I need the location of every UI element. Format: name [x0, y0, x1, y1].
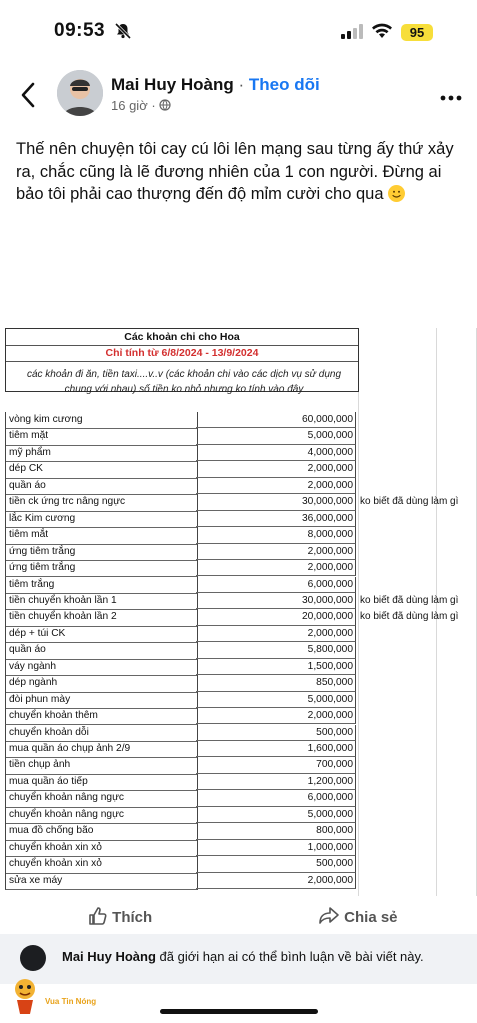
- post-actions: [0, 898, 477, 932]
- expense-name: mua quần áo tiếp: [5, 774, 198, 791]
- expense-amount: 800,000: [196, 823, 356, 839]
- expense-amount: 2,000,000: [196, 478, 356, 494]
- share-icon: [318, 909, 340, 926]
- comment-restriction: [0, 934, 477, 984]
- table-row: [5, 412, 357, 428]
- sheet-title: Các khoản chi cho Hoa: [124, 331, 240, 343]
- sheet-subtitle: Chỉ tính từ 6/8/2024 - 13/9/2024: [105, 347, 259, 359]
- globe-icon: [159, 98, 171, 113]
- expense-amount: 20,000,000: [196, 609, 356, 625]
- expense-name: chuyển khoản nâng ngực: [5, 807, 198, 824]
- post-meta: 16 giờ ·: [111, 98, 171, 113]
- expense-name: dép ngành: [5, 675, 198, 692]
- expense-amount: 1,200,000: [196, 774, 356, 790]
- expense-amount: 5,000,000: [196, 692, 356, 708]
- expense-name: tiêm mặt: [5, 428, 198, 445]
- table-row: [5, 511, 357, 527]
- expense-amount: 2,000,000: [196, 626, 356, 642]
- restriction-name: Mai Huy Hoàng: [62, 949, 156, 964]
- table-row: [5, 807, 357, 823]
- table-row: [5, 577, 357, 593]
- expense-amount: 5,800,000: [196, 642, 356, 658]
- expense-name: tiêm mắt: [5, 527, 198, 544]
- table-row: [5, 593, 459, 609]
- table-row: [5, 527, 357, 543]
- table-row: [5, 856, 357, 872]
- status-time: 09:53: [54, 20, 106, 41]
- expense-name: mỹ phẩm: [5, 445, 198, 462]
- sheet-note: các khoản đi ăn, tiền taxi....v..v (các khoản chi vào các dịch vụ sử dụng chung với nhau) số tiền ko nhỏ nhưng ko tính vào đây: [26, 369, 342, 395]
- table-row: [5, 757, 357, 773]
- expense-amount: 8,000,000: [196, 527, 356, 543]
- expense-amount: 850,000: [196, 675, 356, 691]
- smile-emoji-icon: [388, 185, 405, 202]
- expense-name: chuyển khoản xin xỏ: [5, 840, 198, 857]
- home-indicator: [160, 1009, 318, 1014]
- table-row: [5, 725, 357, 741]
- follow-button[interactable]: Theo dõi: [248, 75, 320, 94]
- table-row: [5, 692, 357, 708]
- expense-name: tiền chuyển khoản lần 1: [5, 593, 198, 610]
- expense-name: sửa xe máy: [5, 873, 198, 890]
- post-time[interactable]: 16 giờ: [111, 98, 148, 113]
- watermark-label: Vua Tin Nóng: [45, 997, 97, 1006]
- expense-name: tiền chuyển khoản lần 2: [5, 609, 198, 626]
- expense-name: lắc Kim cương: [5, 511, 198, 528]
- table-row: [5, 708, 357, 724]
- expense-amount: 5,000,000: [196, 428, 356, 444]
- expense-name: mua đồ chống bão: [5, 823, 198, 840]
- expense-note: ko biết đã dùng làm gì: [360, 611, 459, 623]
- expense-name: quần áo: [5, 478, 198, 495]
- expense-amount: 36,000,000: [196, 511, 356, 527]
- expense-name: ứng tiêm trắng: [5, 544, 198, 561]
- back-icon[interactable]: [20, 82, 36, 113]
- table-row: [5, 659, 357, 675]
- post-body: Thế nên chuyện tôi cay cú lôi lên mạng sau từng ấy thứ xảy ra, chắc cũng là lẽ đương nhiên của 1 con người. Đừng ai bảo tôi phải cao thượng đến độ mỉm cười cho qua: [16, 140, 454, 203]
- share-label: Chia sẻ: [344, 909, 398, 926]
- expense-name: chuyển khoản thêm: [5, 708, 198, 725]
- expense-name: dép + túi CK: [5, 626, 198, 643]
- wifi-icon: [371, 22, 393, 44]
- expense-amount: 2,000,000: [196, 560, 356, 576]
- expense-name: tiêm trắng: [5, 577, 198, 594]
- table-row: [5, 478, 357, 494]
- expense-note: ko biết đã dùng làm gì: [360, 496, 459, 508]
- expense-name: đòi phun mày: [5, 692, 198, 709]
- expense-amount: 60,000,000: [196, 412, 356, 428]
- spreadsheet-image: [5, 328, 477, 896]
- expense-name: chuyển khoản xin xỏ: [5, 856, 198, 873]
- table-row: [5, 741, 357, 757]
- avatar[interactable]: [57, 70, 103, 116]
- expense-name: váy ngành: [5, 659, 198, 676]
- avatar: [20, 945, 46, 971]
- table-row: [5, 494, 459, 510]
- more-icon[interactable]: [440, 88, 462, 106]
- expense-name: chuyển khoản dỗi: [5, 725, 198, 742]
- expense-amount: 30,000,000: [196, 494, 356, 510]
- author-name[interactable]: Mai Huy Hoàng: [111, 75, 234, 94]
- table-row: [5, 461, 357, 477]
- expense-name: tiền chụp ảnh: [5, 757, 198, 774]
- sheet-header: [5, 328, 359, 395]
- like-label: Thích: [112, 909, 153, 926]
- table-row: [5, 675, 357, 691]
- watermark-mascot-icon: [8, 976, 42, 1021]
- expense-name: ứng tiêm trắng: [5, 560, 198, 577]
- status-bar: [0, 0, 477, 64]
- expense-amount: 500,000: [196, 725, 356, 741]
- table-row: [5, 544, 357, 560]
- restriction-message: đã giới hạn ai có thể bình luận về bài viết này.: [159, 949, 424, 964]
- table-row: [5, 642, 357, 658]
- expense-amount: 700,000: [196, 757, 356, 773]
- author-line: Mai Huy Hoàng · Theo dõi: [111, 75, 320, 94]
- signal-icon: [341, 24, 365, 44]
- table-row: [5, 823, 357, 839]
- expense-name: quần áo: [5, 642, 198, 659]
- expense-name: chuyển khoản nâng ngực: [5, 790, 198, 807]
- expense-name: dép CK: [5, 461, 198, 478]
- table-row: [5, 626, 357, 642]
- share-button[interactable]: [318, 906, 398, 926]
- restriction-text: [62, 949, 424, 964]
- expense-amount: 2,000,000: [196, 461, 356, 477]
- expense-name: tiền ck ứng trc nâng ngực: [5, 494, 198, 511]
- post-text: [16, 138, 464, 206]
- table-row: [5, 840, 357, 856]
- expense-amount: 1,600,000: [196, 741, 356, 757]
- expense-amount: 1,000,000: [196, 840, 356, 856]
- table-row: [5, 774, 357, 790]
- post-header: [0, 66, 477, 126]
- table-row: [5, 609, 459, 625]
- expense-note: ko biết đã dùng làm gì: [360, 594, 459, 606]
- like-button[interactable]: [88, 906, 152, 926]
- expense-amount: 2,000,000: [196, 873, 356, 889]
- expense-amount: 4,000,000: [196, 445, 356, 461]
- expense-amount: 2,000,000: [196, 544, 356, 560]
- battery-indicator: 95: [401, 24, 433, 41]
- table-row: [5, 428, 357, 444]
- expense-amount: 6,000,000: [196, 577, 356, 593]
- table-row: [5, 560, 357, 576]
- like-icon: [88, 909, 108, 926]
- expense-amount: 500,000: [196, 856, 356, 872]
- expense-amount: 30,000,000: [196, 593, 356, 609]
- table-row: [5, 790, 357, 806]
- expense-amount: 2,000,000: [196, 708, 356, 724]
- table-row: [5, 873, 357, 889]
- expense-amount: 6,000,000: [196, 790, 356, 806]
- bell-slash-icon: [114, 22, 132, 45]
- expense-name: vòng kim cương: [5, 412, 198, 429]
- expense-name: mua quần áo chụp ảnh 2/9: [5, 741, 198, 758]
- expense-amount: 5,000,000: [196, 807, 356, 823]
- expense-amount: 1,500,000: [196, 659, 356, 675]
- table-row: [5, 445, 357, 461]
